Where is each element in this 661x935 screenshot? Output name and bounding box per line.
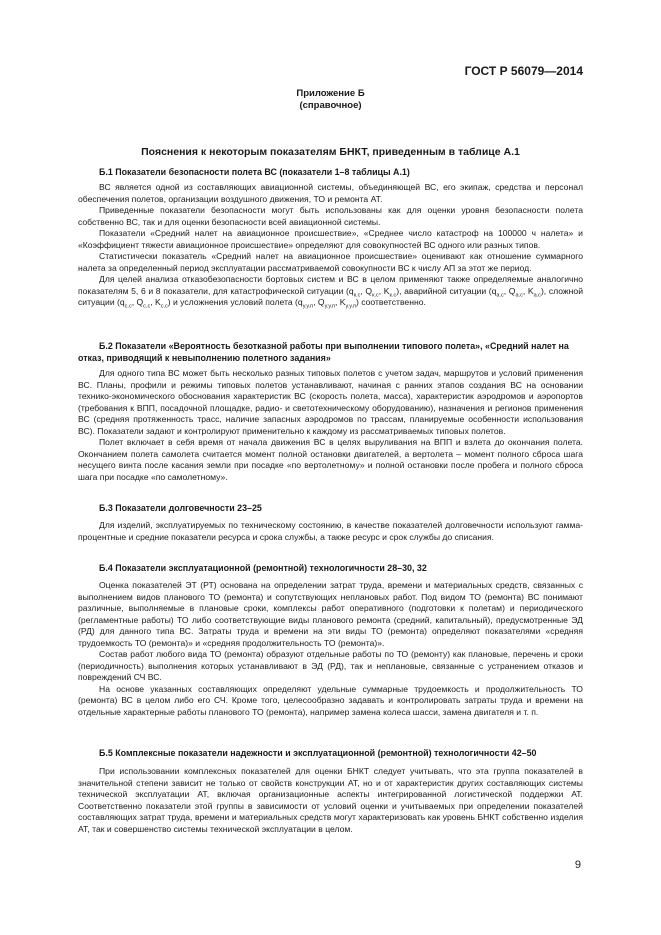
paragraph: Статистически показатель «Средний налет на авиационное происшествие» оценивают как отношение суммарного налета за определенный период эксплуатации рассматриваемой совокупности ВС к числу АП за этот же период.	[78, 251, 583, 273]
paragraph: При использовании комплексных показателей для оценки БНКТ следует учитывать, что эта группа показателей в значительной степени зависит не только от свойств конструкции АТ, но и от характеристик других составляющих системы технической эксплуатации АТ, включая организационные аспекты интегрированной логистической поддержки АТ. Соответственно показатели этой группы в зависимости от условий оценки и учитываемых при определении показателей составляющих затрат труда, времени и материальных средств могут характеризовать как уровень БНКТ собственно изделия АТ, так и совершенство системы технической эксплуатации в целом.	[78, 766, 583, 834]
paragraph: Состав работ любого вида ТО (ремонта) образуют отдельные работы по ТО (ремонту) как плановые, перечень и сроки (периодичность) выполнения которых устанавливают в ЭД (РД), так и неплановые, связанные с устранением отказов и повреждений СЧ ВС.	[78, 649, 583, 683]
paragraph-with-formulas: Для целей анализа отказобезопасности бортовых систем и ВС в целом применяют также определяемые аналогично показателям 5, 6 и 8 показатели, для катастрофической ситуации ($q_{к.с}$, $Q_{к.с}$, $K_{к.с}$), аварийной ситуации ($q_{а.с}$, $Q_{а.с}$, $K_{а.с}$), сложной ситуации ($q_{с.с}$, $Q_{с.с}$, $K_{с.с}$) и усложнения условий полета ($q_{у.у.п}$, $Q_{у.у.п}$, $K_{у.у.п}$) соответственно.	[78, 274, 583, 311]
paragraph: Приведенные показатели безопасности могут быть использованы как для оценки уровня безопасности полета собственно ВС, так и для оценки безопасности всей авиационной системы.	[78, 205, 583, 227]
paragraph: Оценка показателей ЭТ (РТ) основана на определении затрат труда, времени и материальных средств, связанных с выполнением видов планового ТО (ремонта) и сопутствующих неплановых работ. Под видом ТО (ремонта) ВС понимают различные, выполняемые в плановые сроки, комплексы работ оперативного (подготовки к полетам) и периодического (регламентные работы) ТО либо соответствующие виды планового ремонта (средний, капитальный), предусмотренные ЭД (РД) для данного типа ВС. Затраты труда и времени на эти виды ТО (ремонта) определяют показателями «средняя трудоемкость ТО (ремонта)» и «средняя продолжительность ТО (ремонта)».	[78, 580, 583, 648]
page-number: 9	[574, 859, 581, 871]
paragraph: Полет включает в себя время от начала движения ВС в целях выруливания на ВПП и взлета до окончания полета. Окончанием полета самолета считается момент полной остановки двигателей, а вертолета – момент полного сброса шага несущего винта после касания земли при посадке «по вертолетному» и полной остановки после пробега и полного сброса шага при посадке «по самолетному».	[78, 437, 583, 482]
section-body-b5	[78, 766, 583, 835]
paragraph: На основе указанных составляющих определяют удельные суммарные трудоемкость и продолжительность ТО (ремонта) ВС в целом либо его СЧ. Кроме того, целесообразно задавать и контролировать затраты труда и времени на отдельные характерные работы планового ТО (ремонта), например замена колеса шасси, замена двигателя и т. п.	[78, 683, 583, 718]
paragraph: Для одного типа ВС может быть несколько разных типовых полетов с учетом задач, маршрутов и условий применения ВС. Планы, профили и режимы типовых полетов устанавливают, начиная с ранних этапов создания ВС на основании технико-экономического обоснования характеристик ВС (скорость полета, масса), характеристик аэродромов и аэропортов (требования к ВПП, посадочной площадке, радио- и светотехническому оборудованию), назначения и регионов применения ВС (средняя протяженность трасс, наличие запасных аэродромов по трассам, планируемые особенности использования ВС). Показатели задают и контролируют применительно к каждому из рассматриваемых типовых полетов.	[78, 368, 583, 436]
section-heading-b4: Б.4 Показатели эксплуатационной (ремонтной) технологичности 28–30, 32	[99, 563, 427, 573]
paragraph: ВС является одной из составляющих авиационной системы, объединяющей ВС, его экипаж, средства и персонал обеспечения полетов, организации воздушного движения, ТО и ремонта АТ.	[78, 182, 583, 204]
appendix-subtitle: (справочное)	[299, 100, 362, 111]
section-body-b3	[78, 520, 583, 543]
section-body-b1	[78, 182, 583, 309]
section-heading-b5: Б.5 Комплексные показатели надежности и эксплуатационной (ремонтной) технологичности 42–50	[99, 748, 537, 758]
paragraph: Для изделий, эксплуатируемых по техническому состоянию, в качестве показателей долговечности используют гамма-процентные и средние показатели ресурса и срока службы, а также ресурс и срок службы до списания.	[78, 520, 583, 542]
standard-code: ГОСТ Р 56079—2014	[464, 64, 583, 78]
section-body-b4	[78, 580, 583, 719]
section-heading-b1: Б.1 Показатели безопасности полета ВС (показатели 1–8 таблицы А.1)	[99, 167, 410, 177]
section-heading-b2: Б.2 Показатели «Вероятность безотказной работы при выполнении типового полета», «Средний налет на отказ, приводящий к невыполнению полетного задания»	[78, 341, 569, 363]
paragraph: Показатели «Средний налет на авиационное происшествие», «Среднее число катастроф на 100000 ч налета» и «Коэффициент тяжести авиационное происшествие» определяют для совокупностей ВС одного или разных типов.	[78, 228, 583, 250]
main-title: Пояснения к некоторым показателям БНКТ, приведенным в таблице А.1	[141, 146, 520, 158]
section-heading-b3: Б.3 Показатели долговечности 23–25	[99, 503, 262, 513]
appendix-title: Приложение Б	[296, 88, 365, 99]
section-body-b2	[78, 368, 583, 483]
